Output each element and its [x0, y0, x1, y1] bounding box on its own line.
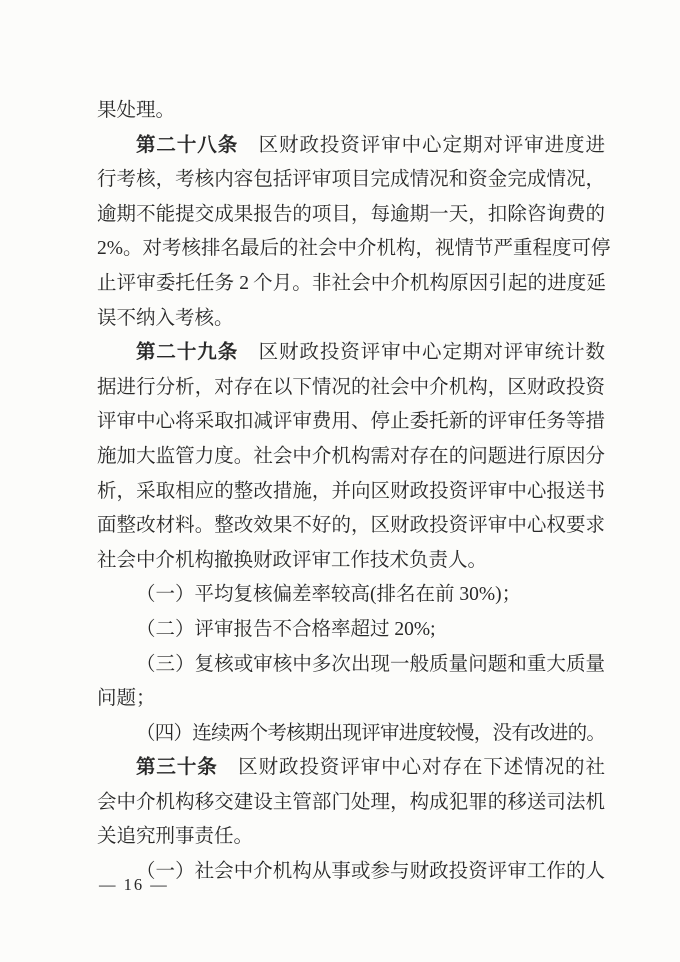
text-line: [97, 786, 605, 821]
text-line: [97, 371, 605, 406]
text-segment: 止评审委托任务 2 个月。非社会中介机构原因引起的进度延: [97, 272, 605, 294]
text-segment: 关追究刑事责任。: [97, 826, 254, 848]
text-line: [97, 544, 605, 579]
text-segment: （一）社会中介机构从事或参与财政投资评审工作的人: [136, 861, 605, 883]
text-segment: 区财政投资评审中心定期对评审进度进: [238, 134, 605, 156]
text-segment: （二）评审报告不合格率超过 20%;: [136, 618, 436, 640]
text-segment: 逾期不能提交成果报告的项目，每逾期一天，扣除咨询费的: [97, 203, 605, 225]
article-number: 第二十八条: [136, 134, 239, 156]
text-line: [97, 163, 605, 198]
text-segment: 社会中介机构撤换财政评审工作技术负责人。: [97, 549, 488, 571]
text-segment: 面整改材料。整改效果不好的，区财政投资评审中心权要求: [97, 515, 605, 537]
text-segment: 区财政投资评审中心对存在下述情况的社: [217, 757, 605, 779]
text-line: [97, 717, 605, 752]
text-segment: 会中介机构移交建设主管部门处理，构成犯罪的移送司法机: [97, 791, 605, 813]
text-segment: 问题；: [97, 688, 156, 710]
text-segment: （一）平均复核偏差率较高(排名在前 30%)；: [136, 584, 522, 606]
text-line: [97, 405, 605, 440]
text-line: [97, 509, 605, 544]
text-segment: 区财政投资评审中心定期对评审统计数: [238, 342, 605, 364]
text-line: [97, 682, 605, 717]
text-line: [97, 198, 605, 233]
text-line: [97, 613, 605, 648]
text-line: [97, 94, 605, 129]
text-line: [97, 232, 611, 267]
text-segment: 误不纳入考核。: [97, 307, 234, 329]
text-line: [97, 302, 605, 337]
text-line: [97, 751, 605, 786]
text-line: [97, 648, 605, 683]
text-line: [97, 820, 605, 855]
text-segment: （四）连续两个考核期出现评审进度较慢，没有改进的。: [136, 722, 605, 744]
text-segment: 施加大监管力度。社会中介机构需对存在的问题进行原因分: [97, 445, 605, 467]
text-segment: 评审中心将采取扣减评审费用、停止委托新的评审任务等措: [97, 411, 605, 433]
text-segment: 行考核，考核内容包括评审项目完成情况和资金完成情况，: [97, 169, 605, 191]
text-segment: 析，采取相应的整改措施，并向区财政投资评审中心报送书: [97, 480, 605, 502]
text-line: [97, 129, 605, 164]
text-segment: 果处理。: [97, 100, 176, 121]
text-line: [97, 336, 605, 371]
text-segment: （三）复核或审核中多次出现一般质量问题和重大质量: [136, 653, 605, 675]
text-segment: 2%。对考核排名最后的社会中介机构，视情节严重程度可停: [97, 238, 611, 260]
article-number: 第二十九条: [136, 342, 239, 364]
text-line: [97, 475, 605, 510]
text-segment: 据进行分析，对存在以下情况的社会中介机构，区财政投资: [97, 376, 605, 398]
text-line: [97, 440, 605, 475]
page-number: — 16 —: [99, 875, 169, 894]
article-number: 第三十条: [136, 757, 218, 779]
text-line: [97, 578, 605, 613]
text-line: [97, 855, 605, 890]
document-body: [97, 94, 611, 890]
text-line: [97, 267, 605, 302]
